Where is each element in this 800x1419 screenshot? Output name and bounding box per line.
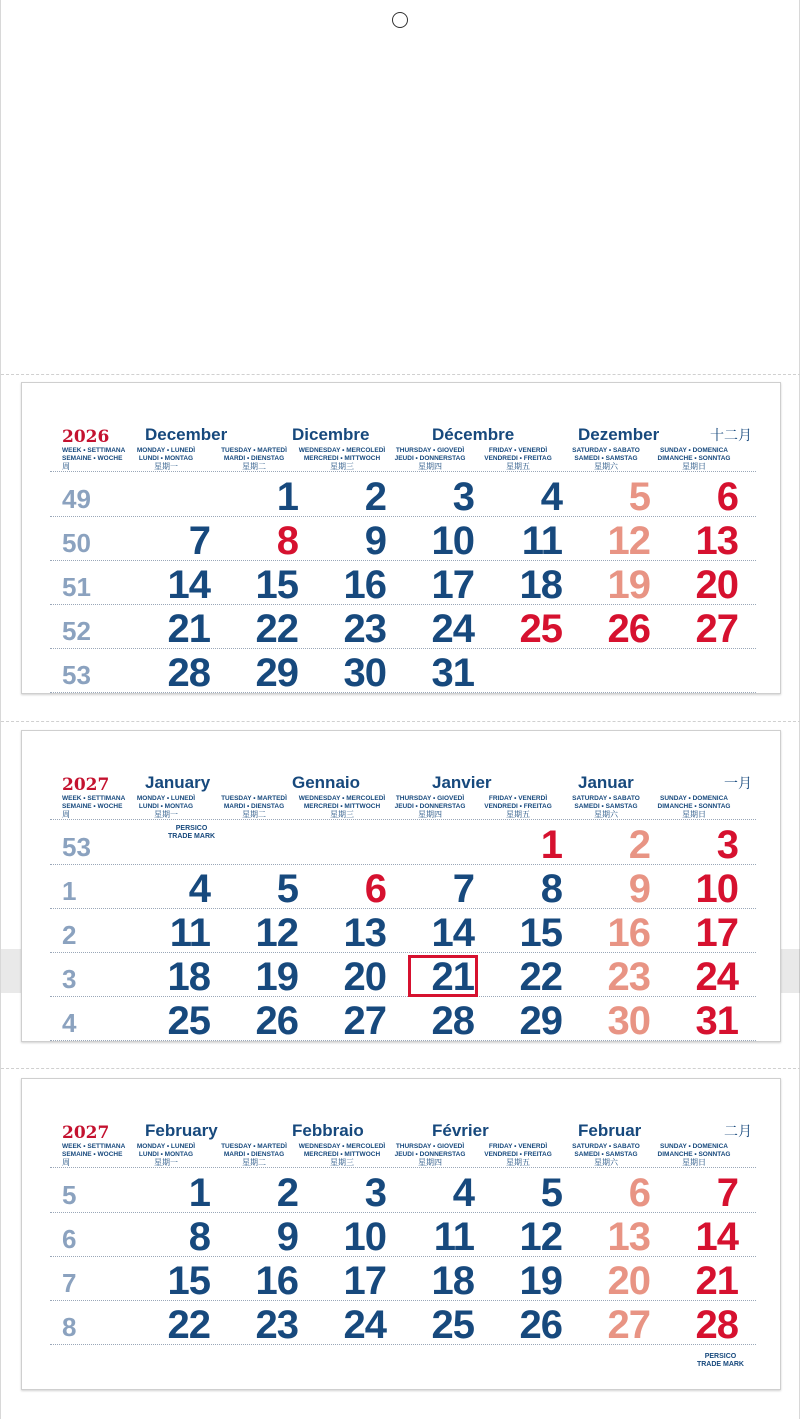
month-name: February [145,1121,218,1140]
week-row [22,953,780,997]
header-divider [50,819,756,820]
month-panel-january-2027 [21,730,781,1042]
weekday-header [298,795,386,819]
day-number[interactable]: 22 [167,1303,210,1347]
day-number[interactable]: 26 [607,607,650,651]
weekday-header-line1: TUESDAY • MARTEDÌ [221,1143,287,1150]
weekday-header-cjk: 星期二 [242,810,266,819]
weekday-header-line2: MERCREDI • MITTWOCH [303,454,381,462]
year-label: 2026 [62,427,110,447]
weekday-header-line1: THURSDAY • GIOVEDÌ [395,795,465,802]
day-number[interactable]: 10 [343,1215,386,1259]
weekday-header [474,795,562,819]
weekday-header-cjk: 星期五 [506,1158,530,1167]
day-number[interactable]: 5 [276,867,298,911]
weekday-header-line2: JEUDI • DONNERSTAG [394,802,466,810]
weekday-header-cjk: 星期二 [242,1158,266,1167]
day-number[interactable]: 20 [695,563,738,607]
week-row [22,1301,780,1345]
week-number: 53 [62,660,91,690]
weekday-header-line2: SEMAINE • WOCHE [62,1150,123,1158]
weekday-header-cjk: 星期日 [682,462,706,471]
brand-subtitle: TRADE MARK [696,1361,744,1368]
week-row [22,997,780,1041]
day-number[interactable]: 14 [167,563,210,607]
month-panel-february-2027 [21,1078,781,1390]
day-number[interactable]: 11 [169,911,210,955]
day-number[interactable]: 4 [452,1171,474,1215]
day-number[interactable]: 14 [431,911,474,955]
weekday-header-cjk: 星期三 [330,462,354,471]
day-number[interactable]: 10 [695,867,738,911]
month-name: December [145,425,228,444]
weekday-header-cjk: 星期五 [506,810,530,819]
weekday-header-line2: MARDI • DIENSTAG [223,802,285,810]
day-number[interactable]: 23 [343,607,386,651]
weekday-header-cjk: 周 [62,810,70,819]
day-number[interactable]: 18 [519,563,562,607]
day-number[interactable]: 30 [343,651,386,695]
week-number: 51 [62,572,91,602]
day-number[interactable]: 22 [519,955,562,999]
weekday-header-line2: MARDI • DIENSTAG [223,1150,285,1158]
weekday-header-line1: WEEK • SETTIMANA [62,795,126,802]
weekday-header-line1: FRIDAY • VENERDÌ [488,1143,548,1150]
day-number[interactable]: 30 [607,999,650,1043]
weekday-header-line2: VENDREDI • FREITAG [484,802,552,810]
fold-line [1,374,800,375]
week-number: 2 [62,920,77,950]
weekday-header [562,795,650,819]
week-row [22,473,780,517]
day-number[interactable]: 16 [255,1259,298,1303]
weekday-header-cjk: 星期日 [682,810,706,819]
month-name: Februar [578,1121,642,1140]
week-row [22,909,780,953]
day-number[interactable]: 18 [167,955,210,999]
day-number[interactable]: 3 [452,475,474,519]
weekday-header-line1: THURSDAY • GIOVEDÌ [395,447,465,454]
weekday-header [210,447,298,471]
weekday-header-cjk: 星期六 [594,810,618,819]
weekday-header-cjk: 星期二 [242,462,266,471]
weekday-header-cjk: 周 [62,462,70,471]
brand-logo [697,1353,744,1369]
weekday-header-line1: SATURDAY • SABATO [572,1143,640,1150]
weekday-header-line1: TUESDAY • MARTEDÌ [221,447,287,454]
day-number[interactable]: 2 [364,475,386,519]
weekday-header [650,447,738,471]
weekday-header-cjk: 周 [62,1158,70,1167]
day-number[interactable]: 24 [343,1303,386,1347]
weekday-header-line2: MARDI • DIENSTAG [223,454,285,462]
week-number: 7 [62,1268,77,1298]
day-number[interactable]: 25 [167,999,210,1043]
weekday-header-line1: SATURDAY • SABATO [572,795,640,802]
day-number[interactable]: 7 [188,519,210,563]
week-row [22,561,780,605]
month-name: Janvier [432,773,492,792]
weekday-header-line2: VENDREDI • FREITAG [484,454,552,462]
day-number[interactable]: 12 [607,519,650,563]
month-name: January [145,773,211,792]
weekday-header-line1: TUESDAY • MARTEDÌ [221,795,287,802]
week-row [22,605,780,649]
hanging-hole [392,12,408,28]
year-label: 2027 [62,1123,110,1143]
weekday-header [562,447,650,471]
day-number[interactable]: 5 [540,1171,562,1215]
day-number[interactable]: 14 [695,1215,738,1259]
month-name: Dicembre [292,425,370,444]
week-number: 3 [62,964,77,994]
week-number: 1 [62,876,77,906]
day-number[interactable]: 3 [364,1171,386,1215]
week-row [22,649,780,693]
weekday-header-cjk: 星期六 [594,462,618,471]
month-name: Gennaio [292,773,361,792]
day-number[interactable]: 8 [276,519,298,563]
day-number[interactable]: 16 [343,563,386,607]
weekday-header [122,447,210,471]
week-number: 50 [62,528,91,558]
day-number[interactable]: 6 [716,475,738,519]
weekday-header [210,1143,298,1167]
day-number[interactable]: 15 [519,911,562,955]
weekday-header-cjk: 星期一 [154,810,178,819]
day-number[interactable]: 23 [255,1303,298,1347]
weekday-header-line1: SUNDAY • DOMENICA [659,447,728,454]
weekday-header [210,795,298,819]
day-number[interactable]: 18 [431,1259,474,1303]
weekday-header-line1: WEDNESDAY • MERCOLEDÌ [298,447,386,454]
day-number[interactable]: 23 [607,955,650,999]
month-name: Février [432,1121,489,1140]
weekday-header [562,1143,650,1167]
weekday-header [650,1143,738,1167]
year-label: 2027 [62,775,110,795]
day-number[interactable]: 1 [540,823,562,867]
week-row [22,865,780,909]
weekday-header-line1: FRIDAY • VENERDÌ [488,447,548,454]
weekday-header-line2: DIMANCHE • SONNTAG [657,1150,731,1158]
weekday-header-line2: MERCREDI • MITTWOCH [303,802,381,810]
day-number[interactable]: 7 [452,867,474,911]
weekday-header-line2: SAMEDI • SAMSTAG [574,1150,638,1158]
day-number[interactable]: 24 [431,607,474,651]
day-number[interactable]: 10 [431,519,474,563]
day-number[interactable]: 28 [167,651,210,695]
week-row [22,1169,780,1213]
day-number[interactable]: 1 [188,1171,210,1215]
weekday-header-cjk: 星期四 [418,462,442,471]
weekday-header-line2: SAMEDI • SAMSTAG [574,454,638,462]
weekday-header-line1: MONDAY • LUNEDÌ [136,795,196,802]
day-number[interactable]: 7 [716,1171,738,1215]
weekday-header-line1: WEEK • SETTIMANA [62,1143,126,1150]
day-number[interactable]: 2 [628,823,650,867]
day-number[interactable]: 17 [431,563,474,607]
weekday-header-line2: VENDREDI • FREITAG [484,1150,552,1158]
day-number[interactable]: 1 [276,475,298,519]
day-number[interactable]: 9 [628,867,650,911]
weekday-header-line1: THURSDAY • GIOVEDÌ [395,1143,465,1150]
day-number[interactable]: 4 [188,867,210,911]
day-number[interactable]: 28 [695,1303,738,1347]
day-number[interactable]: 9 [364,519,386,563]
weekday-header-line2: DIMANCHE • SONNTAG [657,454,731,462]
weekday-header-line1: MONDAY • LUNEDÌ [136,447,196,454]
day-number[interactable]: 13 [607,1215,650,1259]
month-name: Febbraio [292,1121,364,1140]
day-number[interactable]: 27 [343,999,386,1043]
weekday-header-cjk: 星期一 [154,1158,178,1167]
day-number[interactable]: 28 [431,999,474,1043]
week-number: 52 [62,616,91,646]
month-name-cjk: 一月 [724,776,752,792]
weekday-header [650,795,738,819]
weekday-header-line1: SUNDAY • DOMENICA [659,1143,728,1150]
day-number[interactable]: 27 [607,1303,650,1347]
weekday-header-line2: LUNDI • MONTAG [138,454,194,462]
day-number[interactable]: 20 [607,1259,650,1303]
weekday-header-cjk: 星期三 [330,1158,354,1167]
day-number[interactable]: 12 [255,911,298,955]
week-row [22,821,780,865]
weekday-header-line1: WEDNESDAY • MERCOLEDÌ [298,795,386,802]
weekday-header-line1: MONDAY • LUNEDÌ [136,1143,196,1150]
brand-name: PERSICO [704,1353,737,1360]
month-panel-december-2026 [21,382,781,694]
day-number[interactable]: 21 [695,1259,738,1303]
week-row [22,517,780,561]
month-header [22,775,780,823]
day-number[interactable]: 6 [364,867,386,911]
week-row [22,1257,780,1301]
month-name: Décembre [432,425,515,444]
brand-logo [168,825,215,841]
weekday-header-line2: JEUDI • DONNERSTAG [394,454,466,462]
week-column-header [62,795,126,819]
weekday-header-line2: SAMEDI • SAMSTAG [574,802,638,810]
week-column-header [62,1143,126,1167]
brand-subtitle: TRADE MARK [168,833,216,840]
weekday-header-line1: WEDNESDAY • MERCOLEDÌ [298,1143,386,1150]
weekday-header [298,447,386,471]
day-number[interactable]: 16 [607,911,650,955]
day-number[interactable]: 12 [519,1215,562,1259]
weekday-header [386,447,474,471]
day-number[interactable]: 29 [519,999,562,1043]
weekday-header-cjk: 星期日 [682,1158,706,1167]
weekday-header-cjk: 星期四 [418,810,442,819]
weekday-header-line2: LUNDI • MONTAG [138,1150,194,1158]
week-row [22,1213,780,1257]
today-marker [408,955,478,997]
day-number[interactable]: 25 [431,1303,474,1347]
week-number: 6 [62,1224,77,1254]
day-number[interactable]: 29 [255,651,298,695]
weekday-header-line2: LUNDI • MONTAG [138,802,194,810]
day-number[interactable]: 11 [521,519,562,563]
day-number[interactable]: 17 [695,911,738,955]
weekday-header-cjk: 星期四 [418,1158,442,1167]
header-divider [50,471,756,472]
week-number: 53 [62,832,91,862]
weekday-header-cjk: 星期三 [330,810,354,819]
weekday-header-line1: WEEK • SETTIMANA [62,447,126,454]
weekday-header-line1: FRIDAY • VENERDÌ [488,795,548,802]
weekday-header [298,1143,386,1167]
day-number[interactable]: 2 [276,1171,298,1215]
day-number[interactable]: 17 [343,1259,386,1303]
month-name-cjk: 二月 [724,1124,752,1140]
weekday-header-line1: SUNDAY • DOMENICA [659,795,728,802]
day-number[interactable]: 9 [276,1215,298,1259]
weekday-header-cjk: 星期一 [154,462,178,471]
day-number[interactable]: 3 [716,823,738,867]
day-number[interactable]: 31 [431,651,474,695]
weekday-header-cjk: 星期六 [594,1158,618,1167]
weekday-header-line2: DIMANCHE • SONNTAG [657,802,731,810]
day-number[interactable]: 25 [519,607,562,651]
weekday-header [474,1143,562,1167]
day-number[interactable]: 15 [255,563,298,607]
brand-name: PERSICO [175,825,208,832]
day-number[interactable]: 26 [255,999,298,1043]
month-header [22,427,780,475]
day-number[interactable]: 27 [695,607,738,651]
header-divider [50,1167,756,1168]
day-number[interactable]: 19 [607,563,650,607]
week-column-header [62,447,126,471]
day-number[interactable]: 4 [540,475,562,519]
month-name-cjk: 十二月 [710,428,752,444]
week-number: 4 [62,1008,77,1038]
weekday-header-cjk: 星期五 [506,462,530,471]
day-number[interactable]: 13 [343,911,386,955]
day-number[interactable]: 8 [540,867,562,911]
day-number[interactable]: 5 [628,475,650,519]
week-number: 8 [62,1312,77,1342]
weekday-header [122,1143,210,1167]
weekday-header [386,1143,474,1167]
weekday-header-line2: JEUDI • DONNERSTAG [394,1150,466,1158]
day-number[interactable]: 21 [167,607,210,651]
day-number[interactable]: 19 [519,1259,562,1303]
weekday-header-line2: MERCREDI • MITTWOCH [303,1150,381,1158]
month-header [22,1123,780,1171]
day-number[interactable]: 13 [695,519,738,563]
day-number[interactable]: 6 [628,1171,650,1215]
month-name: Dezember [578,425,660,444]
day-number[interactable]: 11 [433,1215,474,1259]
weekday-header [474,447,562,471]
weekday-header-line1: SATURDAY • SABATO [572,447,640,454]
weekday-header-line2: SEMAINE • WOCHE [62,454,123,462]
day-number[interactable]: 19 [255,955,298,999]
month-name: Januar [578,773,634,792]
week-number: 49 [62,484,91,514]
day-number[interactable]: 24 [695,955,738,999]
week-number: 5 [62,1180,77,1210]
day-number[interactable]: 20 [343,955,386,999]
weekday-header-line2: SEMAINE • WOCHE [62,802,123,810]
weekday-header [386,795,474,819]
fold-line [1,1068,800,1069]
weekday-header [122,795,210,819]
day-number[interactable]: 22 [255,607,298,651]
day-number[interactable]: 8 [188,1215,210,1259]
day-number[interactable]: 26 [519,1303,562,1347]
day-number[interactable]: 21 [431,955,474,999]
day-number[interactable]: 31 [695,999,738,1043]
fold-line [1,721,800,722]
day-number[interactable]: 15 [167,1259,210,1303]
